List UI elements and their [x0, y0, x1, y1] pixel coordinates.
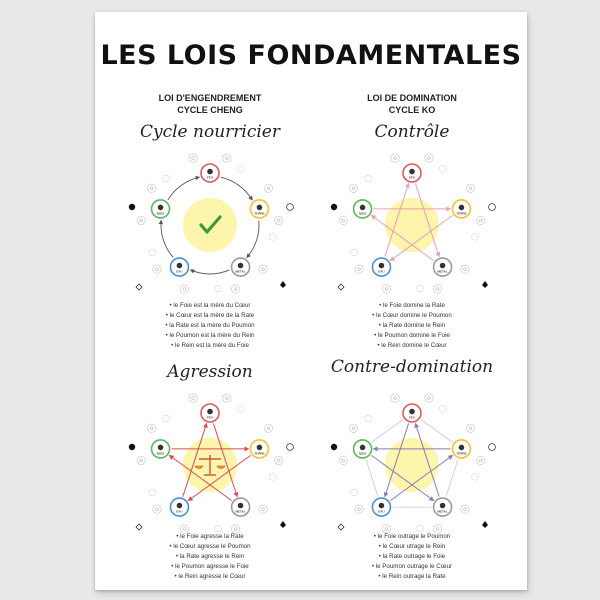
- column-heading-line: LOI D'ENGENDREMENT: [158, 93, 262, 103]
- rule-line: • le Rein outrage la Rate: [317, 572, 507, 582]
- rule-line: • le Foie domine la Rate: [317, 301, 507, 311]
- satellite-icon: [147, 424, 155, 432]
- diagram-controle: [322, 147, 502, 297]
- pentagon-edge: [366, 459, 378, 496]
- satellite-icon: [223, 154, 231, 162]
- flame-icon: [409, 169, 415, 175]
- element-label: METAL: [437, 269, 448, 274]
- rules-contre-domination: [317, 532, 507, 582]
- satellite-icon: [425, 154, 433, 162]
- element-label: FEU: [207, 415, 213, 420]
- element-label: BOIS: [156, 211, 165, 216]
- rule-line: • le Cœur est la mère de la Rate: [115, 311, 305, 321]
- element-node-feu: [403, 164, 421, 182]
- element-node-bois: [354, 200, 372, 218]
- satellite-small-icon: [163, 415, 170, 422]
- element-node-terre: [452, 440, 470, 458]
- leaf-icon: [482, 521, 488, 528]
- element-label: FEU: [207, 175, 213, 180]
- rule-line: • le Rein domine le Cœur: [317, 341, 507, 351]
- rule-line: • le Rein agresse le Cœur: [115, 572, 305, 582]
- column-heading-cheng: [115, 92, 305, 116]
- satellite-icon: [349, 184, 357, 192]
- element-label: FEU: [409, 415, 415, 420]
- satellite-icon: [264, 184, 272, 192]
- flame-icon: [207, 409, 213, 415]
- satellite-icon: [391, 154, 399, 162]
- rule-line: • le Cœur agresse le Poumon: [115, 542, 305, 552]
- element-node-eau: [170, 258, 188, 276]
- cycle-arrow: [191, 270, 230, 274]
- leaf-icon: [482, 281, 488, 288]
- satellite-small-icon: [365, 415, 372, 422]
- element-node-bois: [354, 440, 372, 458]
- satellite-small-icon: [439, 405, 446, 412]
- satellite-icon: [153, 505, 161, 513]
- center-glow: [385, 438, 439, 492]
- element-label: TERRE: [456, 451, 467, 456]
- satellite-small-icon: [417, 525, 424, 532]
- center-glow: [385, 198, 439, 252]
- globe-icon: [489, 444, 496, 451]
- column-heading-line: LOI DE DOMINATION: [367, 93, 457, 103]
- satellite-icon: [259, 265, 267, 273]
- metal-icon: [238, 503, 244, 509]
- satellite-small-icon: [269, 473, 276, 480]
- satellite-small-icon: [237, 405, 244, 412]
- globe-icon: [287, 444, 294, 451]
- cycle-arrow: [161, 220, 173, 257]
- satellite-icon: [189, 154, 197, 162]
- earth-icon: [257, 205, 263, 211]
- globe-icon: [489, 204, 496, 211]
- rules-agression: [115, 532, 305, 582]
- leaf-icon: [280, 521, 286, 528]
- earth-icon: [459, 205, 465, 211]
- element-node-feu: [403, 404, 421, 422]
- water-icon: [177, 263, 183, 269]
- satellite-icon: [137, 456, 145, 464]
- tree-icon: [360, 205, 366, 211]
- satellite-icon: [466, 184, 474, 192]
- element-node-feu: [201, 404, 219, 422]
- rule-line: • le Rein est la mère du Foie: [115, 341, 305, 351]
- satellite-small-icon: [149, 249, 156, 256]
- cycle-arrow: [168, 177, 199, 200]
- column-heading-line: CYCLE KO: [388, 105, 436, 115]
- element-label: TERRE: [254, 451, 265, 456]
- element-label: EAU: [176, 269, 183, 274]
- element-label: METAL: [235, 509, 246, 514]
- water-icon: [177, 503, 183, 509]
- rule-line: • le Foie est la mère du Cœur: [115, 301, 305, 311]
- tree-icon: [158, 205, 164, 211]
- flower-icon: [129, 204, 135, 210]
- water-icon: [379, 263, 385, 269]
- satellite-icon: [425, 394, 433, 402]
- satellite-small-icon: [365, 175, 372, 182]
- satellite-icon: [461, 265, 469, 273]
- element-node-bois: [152, 440, 170, 458]
- satellite-icon: [223, 394, 231, 402]
- satellite-icon: [477, 216, 485, 224]
- rule-line: • le Poumon agresse le Foie: [115, 562, 305, 572]
- element-node-metal: [232, 498, 250, 516]
- metal-icon: [440, 263, 446, 269]
- satellite-icon: [180, 285, 188, 293]
- satellite-small-icon: [149, 489, 156, 496]
- tree-icon: [360, 445, 366, 451]
- satellite-small-icon: [417, 285, 424, 292]
- diagram-contre-domination: [322, 387, 502, 537]
- flower-icon: [331, 444, 337, 450]
- rule-line: • le Cœur domine le Poumon: [317, 311, 507, 321]
- rule-line: • la Rate outrage le Foie: [317, 552, 507, 562]
- satellite-small-icon: [471, 473, 478, 480]
- element-node-terre: [250, 440, 268, 458]
- panel-heading-cycle: Cycle nourricier: [139, 122, 280, 142]
- element-label: METAL: [235, 269, 246, 274]
- element-node-eau: [170, 498, 188, 516]
- diagram-agression: [120, 387, 300, 537]
- poster-title: LES LOIS FONDAMENTALES: [100, 40, 522, 71]
- element-node-feu: [201, 164, 219, 182]
- panel-heading-agression: Agression: [167, 362, 253, 382]
- satellite-icon: [355, 265, 363, 273]
- rules-cycle: [115, 301, 305, 351]
- leaf-icon: [280, 281, 286, 288]
- flower-icon: [129, 444, 135, 450]
- panel-heading-contre: Contre-domination: [330, 357, 494, 377]
- rule-line: • le Cœur utrage le Rein: [317, 542, 507, 552]
- metal-icon: [440, 503, 446, 509]
- satellite-icon: [189, 394, 197, 402]
- satellite-icon: [264, 424, 272, 432]
- satellite-icon: [137, 216, 145, 224]
- center-glow: [183, 198, 237, 252]
- element-label: EAU: [176, 509, 183, 514]
- element-node-eau: [372, 498, 390, 516]
- earth-icon: [257, 445, 263, 451]
- water-icon: [379, 503, 385, 509]
- column-heading-line: CYCLE CHENG: [177, 105, 243, 115]
- element-label: BOIS: [358, 451, 367, 456]
- element-label: TERRE: [456, 211, 467, 216]
- satellite-small-icon: [351, 249, 358, 256]
- element-label: BOIS: [358, 211, 367, 216]
- satellite-icon: [477, 456, 485, 464]
- element-label: BOIS: [156, 451, 165, 456]
- satellite-icon: [339, 456, 347, 464]
- rule-line: • le Poumon outrage le Cœur: [317, 562, 507, 572]
- satellite-small-icon: [351, 489, 358, 496]
- element-node-bois: [152, 200, 170, 218]
- element-node-terre: [250, 200, 268, 218]
- satellite-icon: [391, 394, 399, 402]
- element-node-metal: [434, 498, 452, 516]
- satellite-small-icon: [237, 165, 244, 172]
- satellite-small-icon: [439, 165, 446, 172]
- satellite-small-icon: [215, 525, 222, 532]
- satellite-small-icon: [215, 285, 222, 292]
- satellite-icon: [231, 285, 239, 293]
- poster: [95, 12, 527, 590]
- satellite-small-icon: [163, 175, 170, 182]
- satellite-icon: [461, 505, 469, 513]
- element-label: TERRE: [254, 211, 265, 216]
- element-node-terre: [452, 200, 470, 218]
- satellite-small-icon: [269, 233, 276, 240]
- metal-icon: [238, 263, 244, 269]
- element-label: EAU: [378, 509, 385, 514]
- snowflake-icon: [338, 524, 344, 530]
- flower-icon: [331, 204, 337, 210]
- element-node-eau: [372, 258, 390, 276]
- satellite-icon: [382, 285, 390, 293]
- flame-icon: [409, 409, 415, 415]
- rules-controle: [317, 301, 507, 351]
- element-label: METAL: [437, 509, 448, 514]
- satellite-icon: [339, 216, 347, 224]
- snowflake-icon: [136, 284, 142, 290]
- column-heading-ko: [317, 92, 507, 116]
- snowflake-icon: [338, 284, 344, 290]
- cycle-arrow: [247, 220, 259, 257]
- satellite-icon: [275, 216, 283, 224]
- satellite-icon: [433, 285, 441, 293]
- pentagon-edge: [421, 419, 453, 442]
- satellite-icon: [259, 505, 267, 513]
- flame-icon: [207, 169, 213, 175]
- rule-line: • le Foie agresse la Rate: [115, 532, 305, 542]
- snowflake-icon: [136, 524, 142, 530]
- element-label: FEU: [409, 175, 415, 180]
- rule-line: • le Poumon est la mère du Rein: [115, 331, 305, 341]
- panel-heading-controle: Contrôle: [374, 122, 450, 142]
- cycle-arrow: [221, 177, 252, 200]
- rule-line: • la Rate domine le Rein: [317, 321, 507, 331]
- pentagon-edge: [446, 459, 458, 496]
- rule-line: • la Rate agresse le Rein: [115, 552, 305, 562]
- satellite-icon: [275, 456, 283, 464]
- diagram-cycle-nourricier: [120, 147, 300, 297]
- element-label: EAU: [378, 269, 385, 274]
- element-node-metal: [434, 258, 452, 276]
- satellite-icon: [153, 265, 161, 273]
- globe-icon: [287, 204, 294, 211]
- tree-icon: [158, 445, 164, 451]
- satellite-icon: [147, 184, 155, 192]
- rule-line: • la Rate est la mère du Poumon: [115, 321, 305, 331]
- satellite-icon: [349, 424, 357, 432]
- pentagon-edge: [371, 419, 403, 442]
- satellite-icon: [355, 505, 363, 513]
- rule-line: • le Foie outrage le Poumon: [317, 532, 507, 542]
- rule-line: • le Poumon domine le Foie: [317, 331, 507, 341]
- satellite-icon: [466, 424, 474, 432]
- earth-icon: [459, 445, 465, 451]
- element-node-metal: [232, 258, 250, 276]
- satellite-small-icon: [471, 233, 478, 240]
